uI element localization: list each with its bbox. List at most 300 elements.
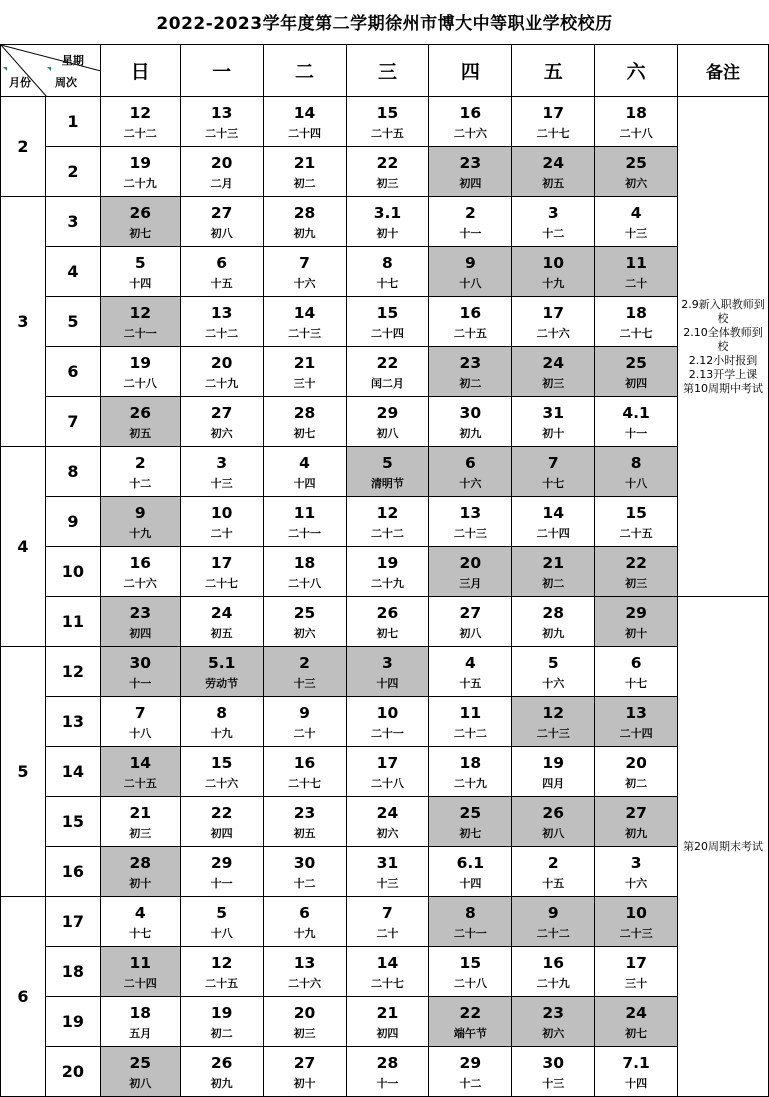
lunar-date: 十三: [542, 1077, 565, 1090]
week-number: 14: [45, 747, 100, 797]
day-cell: [346, 547, 429, 597]
lunar-date: 十二: [293, 877, 316, 890]
day-cell: [263, 247, 346, 297]
lunar-date: 初十: [376, 227, 399, 240]
day-cell: [263, 397, 346, 447]
day-cell: [429, 847, 512, 897]
week-row: [1, 447, 769, 497]
date-number: 23: [293, 804, 316, 822]
date-number: 15: [459, 954, 482, 972]
date-number: 18: [625, 104, 647, 122]
date-number: 3: [547, 204, 559, 222]
day-cell: [595, 97, 678, 147]
day-cell: [180, 197, 263, 247]
lunar-date: 二十五: [205, 977, 239, 990]
lunar-date: 初二: [210, 1027, 233, 1040]
lunar-date: 初四: [210, 827, 233, 840]
week-number: 17: [45, 897, 100, 947]
lunar-date: 初六: [376, 827, 399, 840]
corner-weekno-label: 周次: [55, 76, 77, 89]
date-number: 19: [129, 154, 152, 172]
day-cell: [595, 797, 678, 847]
day-cell: [512, 897, 595, 947]
date-number: 30: [129, 654, 152, 672]
lunar-date: 初三: [542, 377, 565, 390]
date-number: 7.1: [622, 1054, 650, 1072]
lunar-date: 二十六: [123, 577, 157, 590]
day-cell: [100, 597, 180, 647]
lunar-date: 初八: [129, 1077, 152, 1090]
day-cell: [595, 597, 678, 647]
date-number: 13: [210, 104, 233, 122]
day-cell: [512, 1047, 595, 1097]
day-cell: [346, 447, 429, 497]
day-cell: [512, 397, 595, 447]
date-number: 2: [134, 454, 146, 472]
date-number: 14: [129, 754, 152, 772]
day-cell: [180, 147, 263, 197]
lunar-date: 十一: [376, 1077, 399, 1090]
lunar-date: 二十五: [123, 777, 157, 790]
day-cell: [429, 497, 512, 547]
day-cell: [512, 747, 595, 797]
day-cell: [346, 347, 429, 397]
day-cell: [346, 697, 429, 747]
date-number: 9: [464, 254, 476, 272]
lunar-date: 二十七: [536, 127, 570, 140]
day-cell: [512, 347, 595, 397]
week-number: 8: [45, 447, 100, 497]
date-number: 22: [459, 1004, 482, 1022]
date-number: 29: [376, 404, 399, 422]
date-number: 22: [376, 154, 399, 172]
day-cell: [512, 297, 595, 347]
date-number: 25: [625, 354, 647, 372]
date-number: 5: [382, 454, 393, 472]
day-cell: [346, 597, 429, 647]
header-row: [1, 45, 769, 97]
day-cell: [180, 897, 263, 947]
week-row: [1, 897, 769, 947]
day-cell: [595, 1047, 678, 1097]
date-number: 19: [210, 1004, 233, 1022]
lunar-date: 十九: [129, 527, 152, 540]
lunar-date: 初六: [210, 427, 233, 440]
date-number: 20: [625, 754, 647, 772]
date-number: 8: [382, 254, 393, 272]
date-number: 7: [299, 254, 310, 272]
date-number: 10: [376, 704, 399, 722]
lunar-date: 十五: [459, 677, 482, 690]
weekday-sun: 日: [100, 45, 180, 97]
date-number: 5: [547, 654, 559, 672]
date-number: 14: [376, 954, 399, 972]
lunar-date: 十四: [459, 877, 482, 890]
day-cell: [263, 597, 346, 647]
lunar-date: 二十六: [288, 977, 322, 990]
day-cell: [595, 647, 678, 697]
day-cell: [100, 1047, 180, 1097]
date-number: 2: [464, 204, 476, 222]
day-cell: [263, 647, 346, 697]
date-number: 28: [293, 404, 316, 422]
day-cell: [595, 347, 678, 397]
date-number: 19: [129, 354, 152, 372]
date-number: 17: [210, 554, 233, 572]
lunar-date: 二十八: [370, 777, 404, 790]
day-cell: [263, 297, 346, 347]
date-number: 22: [210, 804, 233, 822]
lunar-date: 十九: [542, 277, 565, 290]
date-number: 12: [542, 704, 564, 722]
date-number: 2: [299, 654, 310, 672]
day-cell: [100, 747, 180, 797]
date-number: 20: [459, 554, 482, 572]
day-cell: [180, 297, 263, 347]
date-number: 14: [293, 104, 316, 122]
lunar-date: 十三: [293, 677, 316, 690]
date-number: 16: [542, 954, 564, 972]
weekday-wed: 三: [346, 45, 429, 97]
day-cell: [180, 797, 263, 847]
lunar-date: 十一: [129, 677, 152, 690]
date-number: 12: [210, 954, 233, 972]
lunar-date: 二十九: [453, 777, 487, 790]
date-number: 25: [129, 1054, 152, 1072]
date-number: 23: [459, 354, 482, 372]
date-number: 11: [293, 504, 316, 522]
date-number: 6: [630, 654, 642, 672]
day-cell: [595, 697, 678, 747]
date-number: 28: [293, 204, 316, 222]
date-number: 29: [459, 1054, 482, 1072]
day-cell: [100, 397, 180, 447]
date-number: 8: [630, 454, 642, 472]
date-number: 21: [293, 354, 316, 372]
week-number: 5: [45, 297, 100, 347]
day-cell: [180, 247, 263, 297]
lunar-date: 二十四: [370, 327, 404, 340]
date-number: 11: [625, 254, 647, 272]
day-cell: [595, 847, 678, 897]
day-cell: [100, 297, 180, 347]
lunar-date: 二十九: [123, 177, 157, 190]
date-number: 19: [376, 554, 399, 572]
date-number: 14: [293, 304, 316, 322]
day-cell: [595, 447, 678, 497]
date-number: 17: [542, 304, 564, 322]
date-number: 18: [459, 754, 482, 772]
day-cell: [595, 197, 678, 247]
lunar-date: 初二: [459, 377, 482, 390]
weekday-fri: 五: [512, 45, 595, 97]
lunar-date: 十一: [625, 427, 648, 440]
lunar-date: 二十二: [123, 127, 157, 140]
lunar-date: 初五: [129, 427, 152, 440]
lunar-date: 十二: [542, 227, 565, 240]
date-number: 31: [542, 404, 564, 422]
week-number: 15: [45, 797, 100, 847]
date-number: 7: [134, 704, 146, 722]
lunar-date: 初三: [376, 177, 399, 190]
lunar-date: 劳动节: [205, 677, 239, 690]
date-number: 30: [459, 404, 482, 422]
day-cell: [263, 997, 346, 1047]
lunar-date: 十三: [210, 477, 233, 490]
lunar-date: 二十二: [205, 327, 239, 340]
day-cell: [429, 197, 512, 247]
day-cell: [346, 647, 429, 697]
lunar-date: 端午节: [453, 1027, 487, 1040]
day-cell: [595, 747, 678, 797]
date-number: 24: [542, 354, 564, 372]
lunar-date: 二十九: [536, 977, 570, 990]
day-cell: [180, 847, 263, 897]
notes-cell: [678, 97, 769, 597]
day-cell: [180, 347, 263, 397]
lunar-date: 十九: [293, 927, 316, 940]
week-number: 13: [45, 697, 100, 747]
lunar-date: 二十七: [288, 777, 322, 790]
date-number: 9: [299, 704, 310, 722]
week-row: [1, 297, 769, 347]
lunar-date: 初五: [542, 177, 565, 190]
page-title: 2022-2023学年度第二学期徐州市博大中等职业学校校历: [156, 14, 613, 34]
week-number: 3: [45, 197, 100, 247]
lunar-date: 初九: [625, 827, 648, 840]
weekday-thu: 四: [429, 45, 512, 97]
lunar-date: 十六: [542, 677, 565, 690]
date-number: 22: [376, 354, 399, 372]
lunar-date: 十八: [129, 727, 152, 740]
date-number: 27: [293, 1054, 316, 1072]
lunar-date: 二十六: [453, 127, 487, 140]
date-number: 29: [625, 604, 647, 622]
week-row: [1, 97, 769, 147]
lunar-date: 初九: [459, 427, 482, 440]
lunar-date: 二十四: [123, 977, 157, 990]
date-number: 4: [134, 904, 146, 922]
day-cell: [346, 797, 429, 847]
lunar-date: 初六: [625, 177, 648, 190]
lunar-date: 十四: [625, 1077, 648, 1090]
date-number: 12: [129, 304, 152, 322]
weekday-mon: 一: [180, 45, 263, 97]
date-number: 6.1: [456, 854, 485, 872]
notes-header: 备注: [678, 45, 769, 97]
lunar-date: 初八: [376, 427, 399, 440]
lunar-date: 初三: [293, 1027, 316, 1040]
day-cell: [263, 747, 346, 797]
date-number: 27: [459, 604, 482, 622]
date-number: 3.1: [373, 204, 402, 222]
month-cell: 4: [1, 447, 46, 647]
date-number: 3: [382, 654, 393, 672]
lunar-date: 初五: [210, 627, 233, 640]
day-cell: [595, 497, 678, 547]
date-number: 13: [459, 504, 482, 522]
lunar-date: 二十三: [536, 727, 570, 740]
date-number: 17: [542, 104, 564, 122]
date-number: 24: [625, 1004, 647, 1022]
week-number: 1: [45, 97, 100, 147]
day-cell: [100, 847, 180, 897]
day-cell: [429, 147, 512, 197]
week-row: [1, 147, 769, 197]
week-number: 20: [45, 1047, 100, 1097]
lunar-date: 十四: [293, 477, 316, 490]
day-cell: [595, 247, 678, 297]
lunar-date: 二十: [293, 727, 316, 740]
date-number: 13: [625, 704, 647, 722]
week-number: 6: [45, 347, 100, 397]
date-number: 17: [376, 754, 399, 772]
lunar-date: 十六: [459, 477, 482, 490]
week-row: [1, 947, 769, 997]
lunar-date: 初七: [129, 227, 152, 240]
lunar-date: 二十: [210, 527, 233, 540]
lunar-date: 二十七: [205, 577, 239, 590]
lunar-date: 十六: [625, 877, 648, 890]
week-row: [1, 1047, 769, 1097]
date-number: 8: [216, 704, 228, 722]
lunar-date: 十八: [210, 927, 233, 940]
lunar-date: 十六: [293, 277, 316, 290]
date-number: 21: [542, 554, 564, 572]
date-number: 16: [459, 104, 482, 122]
date-number: 9: [547, 904, 559, 922]
day-cell: [263, 497, 346, 547]
lunar-date: 初六: [542, 1027, 565, 1040]
day-cell: [100, 97, 180, 147]
date-number: 22: [625, 554, 647, 572]
lunar-date: 十七: [129, 927, 152, 940]
lunar-date: 二十五: [453, 327, 487, 340]
lunar-date: 二十七: [370, 977, 404, 990]
date-number: 10: [542, 254, 564, 272]
day-cell: [346, 497, 429, 547]
day-cell: [180, 697, 263, 747]
date-number: 15: [210, 754, 233, 772]
corner-month-label: 月份: [9, 76, 31, 89]
lunar-date: 初九: [293, 227, 316, 240]
day-cell: [180, 1047, 263, 1097]
date-number: 19: [542, 754, 564, 772]
lunar-date: 十一: [210, 877, 233, 890]
day-cell: [263, 897, 346, 947]
date-number: 6: [216, 254, 228, 272]
lunar-date: 十八: [625, 477, 648, 490]
date-number: 11: [459, 704, 482, 722]
lunar-date: 二十四: [619, 727, 653, 740]
lunar-date: 初九: [210, 1077, 233, 1090]
lunar-date: 十四: [129, 277, 152, 290]
date-number: 21: [293, 154, 316, 172]
day-cell: [100, 447, 180, 497]
day-cell: [263, 197, 346, 247]
day-cell: [100, 647, 180, 697]
date-number: 21: [376, 1004, 399, 1022]
day-cell: [512, 97, 595, 147]
lunar-date: 初七: [293, 427, 316, 440]
day-cell: [100, 147, 180, 197]
lunar-date: 二十三: [205, 127, 239, 140]
lunar-date: 二十七: [619, 327, 653, 340]
day-cell: [512, 847, 595, 897]
day-cell: [346, 297, 429, 347]
lunar-date: 二十五: [370, 127, 404, 140]
weekday-sat: 六: [595, 45, 678, 97]
day-cell: [346, 147, 429, 197]
lunar-date: 二十八: [288, 577, 322, 590]
lunar-date: 二月: [210, 177, 233, 190]
day-cell: [100, 347, 180, 397]
date-number: 28: [376, 1054, 399, 1072]
day-cell: [263, 1047, 346, 1097]
day-cell: [429, 97, 512, 147]
date-number: 23: [129, 604, 152, 622]
day-cell: [100, 247, 180, 297]
date-number: 12: [376, 504, 399, 522]
week-row: [1, 547, 769, 597]
week-row: [1, 597, 769, 647]
day-cell: [595, 997, 678, 1047]
day-cell: [595, 947, 678, 997]
lunar-date: 二十二: [453, 727, 487, 740]
date-number: 5: [134, 254, 146, 272]
day-cell: [263, 547, 346, 597]
day-cell: [429, 247, 512, 297]
date-number: 4.1: [622, 404, 650, 422]
date-number: 24: [542, 154, 564, 172]
date-number: 26: [376, 604, 399, 622]
date-number: 27: [210, 404, 233, 422]
lunar-date: 初二: [293, 177, 316, 190]
lunar-date: 初十: [625, 627, 648, 640]
lunar-date: 五月: [129, 1027, 152, 1040]
day-cell: [100, 897, 180, 947]
date-number: 25: [625, 154, 647, 172]
date-number: 4: [630, 204, 642, 222]
date-number: 20: [293, 1004, 316, 1022]
day-cell: [263, 97, 346, 147]
lunar-date: 二十: [625, 277, 648, 290]
week-row: [1, 747, 769, 797]
day-cell: [429, 547, 512, 597]
lunar-date: 十九: [210, 727, 233, 740]
day-cell: [429, 997, 512, 1047]
day-cell: [429, 797, 512, 847]
date-number: 6: [464, 454, 476, 472]
date-number: 20: [210, 354, 233, 372]
lunar-date: 清明节: [370, 477, 404, 490]
day-cell: [346, 247, 429, 297]
date-number: 5.1: [207, 654, 236, 672]
date-number: 2: [547, 854, 559, 872]
lunar-date: 二十: [376, 927, 399, 940]
lunar-date: 四月: [542, 777, 565, 790]
lunar-date: 初十: [293, 1077, 316, 1090]
notes-text: 第20周期末考试: [683, 839, 764, 853]
lunar-date: 十五: [210, 277, 233, 290]
day-cell: [512, 447, 595, 497]
day-cell: [346, 847, 429, 897]
date-number: 27: [210, 204, 233, 222]
lunar-date: 十三: [625, 227, 648, 240]
lunar-date: 二十六: [205, 777, 239, 790]
lunar-date: 二十四: [536, 527, 570, 540]
day-cell: [263, 797, 346, 847]
